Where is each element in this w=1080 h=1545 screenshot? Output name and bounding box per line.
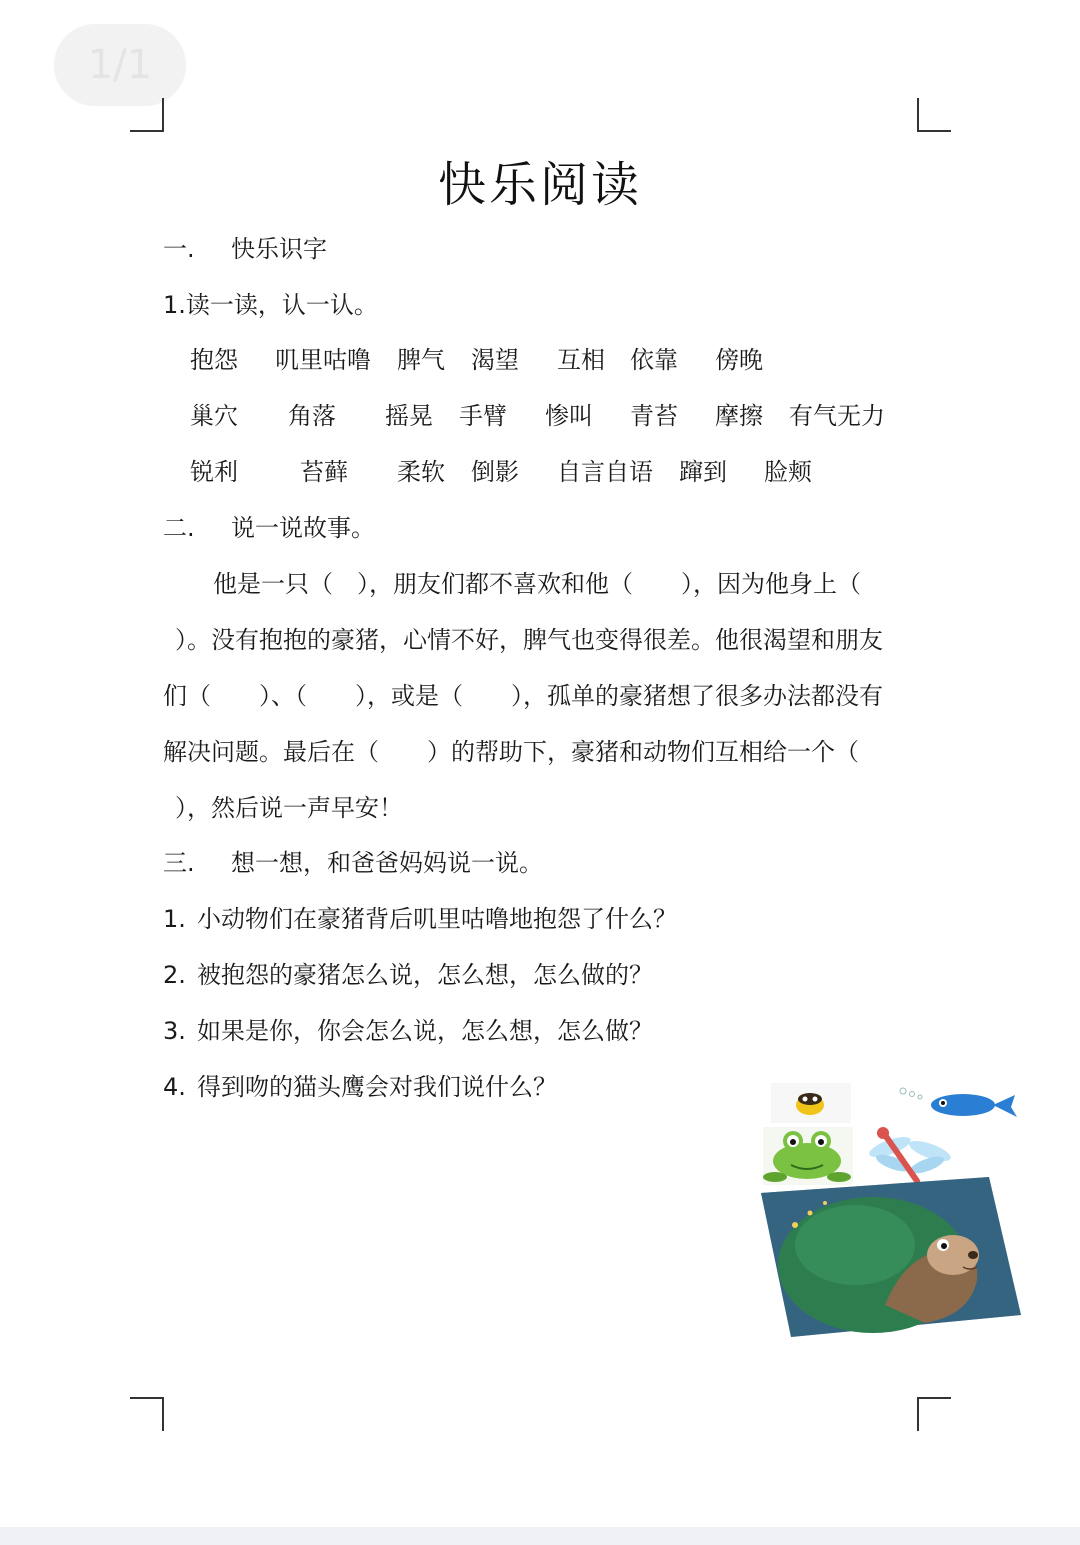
vocab-word: 脾气 (397, 346, 445, 374)
vocab-word: 摇晃 (385, 402, 433, 430)
vocab-word: 自言自语 (557, 458, 653, 486)
vocab-word: 脸颊 (764, 458, 812, 486)
crop-mark-top-right (917, 98, 951, 132)
vocab-word: 苔藓 (300, 458, 348, 486)
vocab-word: 惨叫 (545, 402, 593, 430)
question-number: 1. (163, 905, 186, 933)
vocab-word: 巢穴 (190, 402, 238, 430)
crop-mark-bottom-right (917, 1397, 951, 1431)
question-text: 小动物们在豪猪背后叽里咕噜地抱怨了什么？ (197, 905, 677, 933)
section-2-number: 二. (163, 514, 195, 542)
question-number: 2. (163, 961, 186, 989)
vocab-word: 摩擦 (715, 402, 763, 430)
vocab-word: 依靠 (630, 346, 678, 374)
question-item (163, 1072, 557, 1102)
section-3-heading (163, 848, 543, 878)
question-number: 4. (163, 1073, 186, 1101)
vocab-word: 角落 (288, 402, 336, 430)
vocab-word: 蹿到 (679, 458, 727, 486)
bird-icon (771, 1083, 851, 1123)
vocab-word: 锐利 (190, 458, 238, 486)
vocab-word: 手臂 (459, 402, 507, 430)
section-2-heading (163, 513, 375, 543)
vocab-word: 倒影 (471, 458, 519, 486)
section-3-title: 想一想，和爸爸妈妈说一说。 (231, 849, 543, 877)
question-text: 得到吻的猫头鹰会对我们说什么？ (197, 1073, 557, 1101)
crop-mark-bottom-left (130, 1397, 164, 1431)
porcupine-picture (761, 1177, 1021, 1337)
question-text: 如果是你，你会怎么说，怎么想，怎么做？ (197, 1017, 653, 1045)
section-1-heading (163, 234, 327, 264)
question-item (163, 1016, 653, 1046)
story-line: ）。没有抱抱的豪猪，心情不好，脾气也变得很差。他很渴望和朋友 (175, 626, 883, 654)
vocab-word: 柔软 (397, 458, 445, 486)
vocab-word: 青苔 (630, 402, 678, 430)
story-illustration (755, 1075, 1035, 1345)
story-line: 们（ ）、（ ），或是（ ），孤单的豪猪想了很多办法都没有 (163, 682, 883, 710)
story-line: 解决问题。最后在（ ）的帮助下，豪猪和动物们互相给一个（ (163, 738, 859, 766)
section-1-number: 一. (163, 235, 195, 263)
crop-mark-top-left (130, 98, 164, 132)
question-text: 被抱怨的豪猪怎么说，怎么想，怎么做的？ (197, 961, 653, 989)
viewer-bottom-bar (0, 1527, 1080, 1545)
vocab-word: 抱怨 (190, 346, 238, 374)
section-1-instruction: 1.读一读，认一认。 (163, 291, 378, 319)
vocab-word: 有气无力 (789, 402, 885, 430)
vocab-word: 傍晚 (715, 346, 763, 374)
dragonfly-icon (867, 1127, 953, 1181)
story-line: ），然后说一声早安！ (175, 794, 403, 822)
vocab-word: 互相 (557, 346, 605, 374)
fish-icon (900, 1088, 1017, 1117)
frog-icon (763, 1127, 853, 1185)
vocab-word: 渴望 (471, 346, 519, 374)
question-number: 3. (163, 1017, 186, 1045)
vocab-word: 叽里咕噜 (275, 346, 371, 374)
story-line: 他是一只（ ），朋友们都不喜欢和他（ ），因为他身上（ (213, 570, 861, 598)
question-item (163, 904, 677, 934)
section-3-number: 三. (163, 849, 195, 877)
page-indicator: 1/1 (54, 24, 186, 106)
page-title: 快乐阅读 (437, 157, 642, 213)
section-1-title: 快乐识字 (231, 235, 327, 263)
question-item (163, 960, 653, 990)
section-2-title: 说一说故事。 (231, 514, 375, 542)
